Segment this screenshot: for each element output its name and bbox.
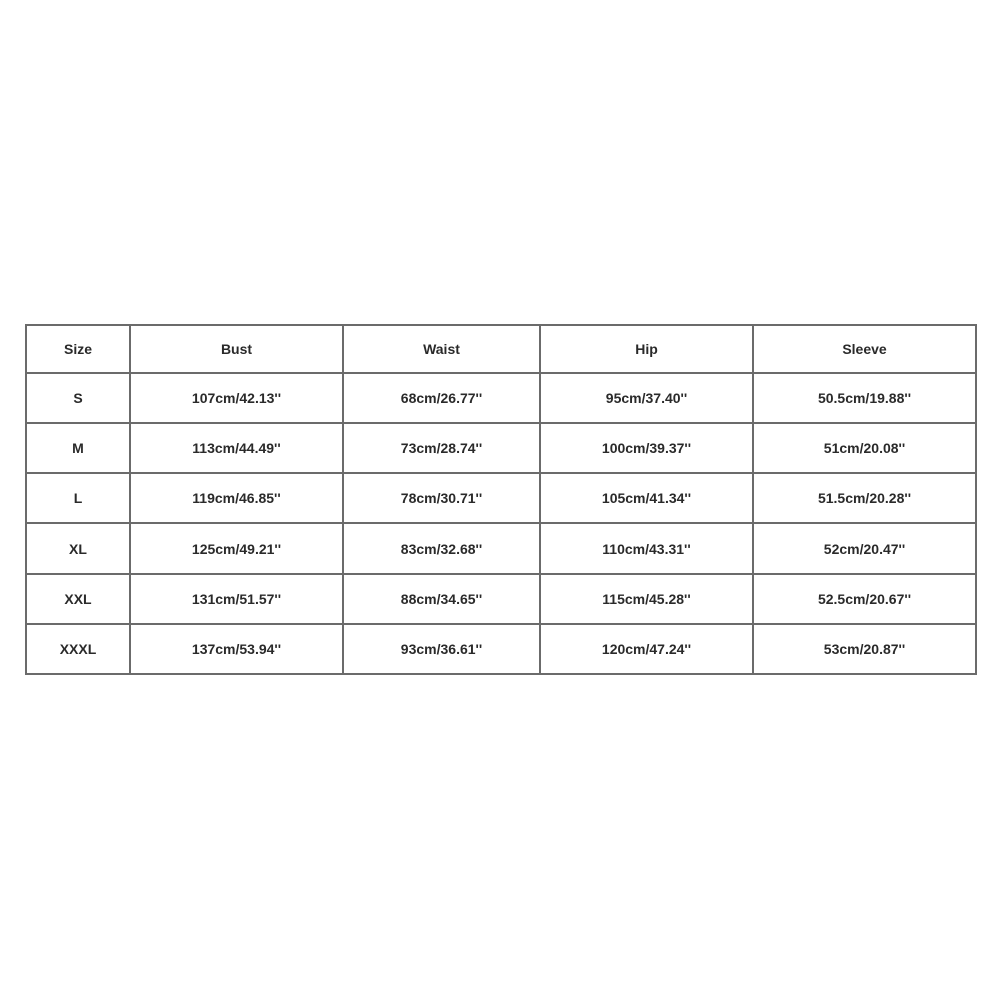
table-row <box>26 373 976 423</box>
cell-waist: 73cm/28.74'' <box>343 423 540 473</box>
cell-waist: 88cm/34.65'' <box>343 574 540 624</box>
cell-waist: 68cm/26.77'' <box>343 373 540 423</box>
table-row <box>26 423 976 473</box>
table-row <box>26 523 976 573</box>
header-size: Size <box>26 325 130 373</box>
cell-bust: 131cm/51.57'' <box>130 574 343 624</box>
cell-bust: 119cm/46.85'' <box>130 473 343 523</box>
cell-size: XXXL <box>26 624 130 674</box>
size-chart-table <box>25 324 977 675</box>
table-row <box>26 473 976 523</box>
cell-bust: 113cm/44.49'' <box>130 423 343 473</box>
table-row <box>26 574 976 624</box>
cell-hip: 105cm/41.34'' <box>540 473 753 523</box>
header-hip: Hip <box>540 325 753 373</box>
cell-hip: 110cm/43.31'' <box>540 523 753 573</box>
cell-hip: 115cm/45.28'' <box>540 574 753 624</box>
cell-bust: 137cm/53.94'' <box>130 624 343 674</box>
table-row <box>26 624 976 674</box>
cell-size: XXL <box>26 574 130 624</box>
cell-sleeve: 52.5cm/20.67'' <box>753 574 976 624</box>
header-sleeve: Sleeve <box>753 325 976 373</box>
cell-hip: 95cm/37.40'' <box>540 373 753 423</box>
cell-hip: 100cm/39.37'' <box>540 423 753 473</box>
table-header-row <box>26 325 976 373</box>
cell-sleeve: 50.5cm/19.88'' <box>753 373 976 423</box>
cell-sleeve: 52cm/20.47'' <box>753 523 976 573</box>
cell-size: L <box>26 473 130 523</box>
cell-size: XL <box>26 523 130 573</box>
cell-bust: 107cm/42.13'' <box>130 373 343 423</box>
cell-bust: 125cm/49.21'' <box>130 523 343 573</box>
cell-waist: 93cm/36.61'' <box>343 624 540 674</box>
cell-sleeve: 51.5cm/20.28'' <box>753 473 976 523</box>
header-waist: Waist <box>343 325 540 373</box>
cell-waist: 78cm/30.71'' <box>343 473 540 523</box>
cell-size: S <box>26 373 130 423</box>
header-bust: Bust <box>130 325 343 373</box>
cell-waist: 83cm/32.68'' <box>343 523 540 573</box>
cell-sleeve: 51cm/20.08'' <box>753 423 976 473</box>
cell-sleeve: 53cm/20.87'' <box>753 624 976 674</box>
cell-size: M <box>26 423 130 473</box>
cell-hip: 120cm/47.24'' <box>540 624 753 674</box>
